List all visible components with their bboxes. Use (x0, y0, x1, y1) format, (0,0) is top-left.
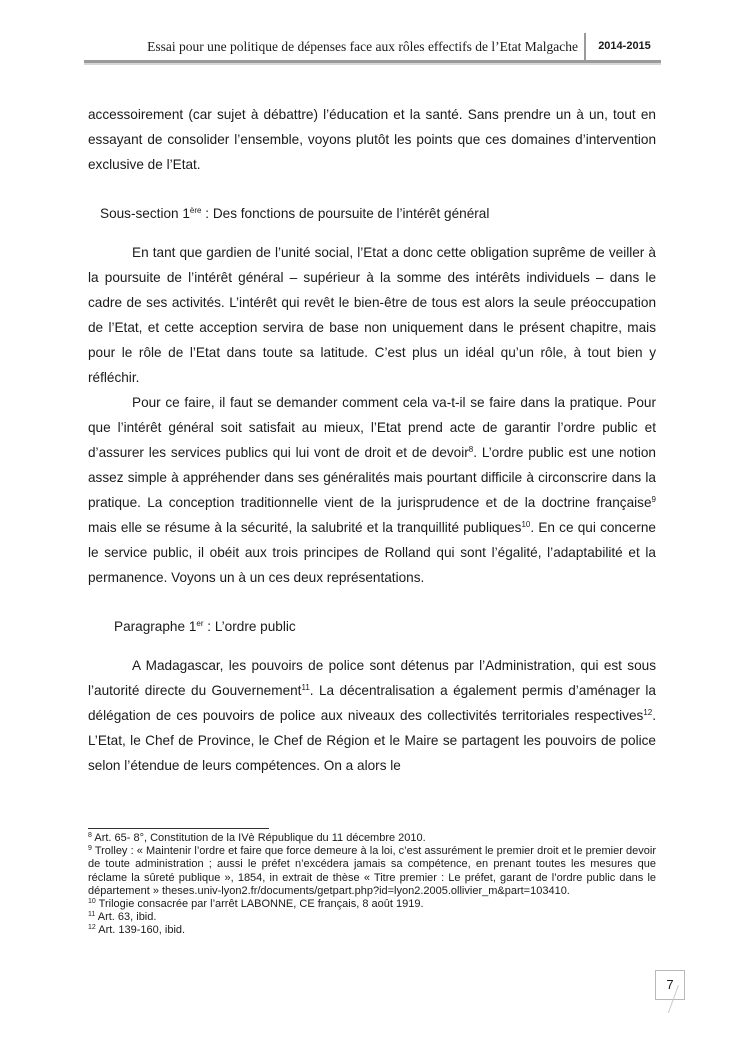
footnote-ref-9[interactable]: 9 (651, 495, 656, 504)
paragraph-intro: accessoirement (car sujet à débattre) l’éducation et la santé. Sans prendre un à un, tout en essayant de consolider l’ensemble, voyons plutôt les points que ces domaines d’intervention exclusive de l’Etat. (88, 107, 656, 172)
subsection-heading-pre: Sous-section 1 (100, 206, 190, 221)
footnote-ref-10[interactable]: 10 (521, 520, 531, 529)
footnote-ref-11[interactable]: 11 (301, 683, 310, 692)
footnotes (88, 832, 656, 938)
footnote-text: Art. 139-160, ibid. (95, 924, 186, 937)
footnote-number: 12 (88, 924, 96, 932)
footnote-number: 10 (88, 898, 96, 906)
paragraph-heading-pre: Paragraphe 1 (114, 619, 197, 634)
footnote-text: Art. 65- 8°, Constitution de la IVè République du 11 décembre 2010. (91, 832, 426, 844)
text-span: . L’ordre public est une notion assez simple à appréhender dans ses généralités mais pourtant difficile à circonscrire dans la pratique. La conception traditionnelle vient de la jurisprudence et de la doctrine française (88, 445, 656, 510)
paragraph-heading-post: : L’ordre public (203, 619, 296, 634)
page-body (88, 102, 656, 778)
footnote-11 (88, 911, 656, 924)
footnote-text: Trolley : « Maintenir l’ordre et faire que force demeure à la loi, c’est assurément le premier droit et le premier devoir de toute administration ; aussi le préfet n’excédera jamais sa compétence, en prenant toutes les mesures que réclame la sûreté publique », 1854, in extrait de thèse « Titre premier : Le préfet, garant de l’ordre public dans le département » theses.univ-lyon2.fr/documents/getpart.php?id=lyon2.2005.ollivier_m&part=103410. (88, 845, 656, 897)
header-title: Essai pour une politique de dépenses face aux rôles effectifs de l’Etat Malgache (84, 33, 586, 60)
footnote-text: Trilogie consacrée par l’arrêt LABONNE, CE français, 8 août 1919. (95, 898, 424, 911)
text-span: . La décentralisation a également permis d’aménager la délégation de ces pouvoirs de police aux niveaux des collectivités territoriales respectives (88, 683, 656, 723)
footnote-ref-8[interactable]: 8 (468, 445, 474, 454)
running-header (84, 33, 661, 63)
footnote-12 (88, 924, 656, 937)
text-span: mais elle se résume à la sécurité, la salubrité et la tranquillité publiques (88, 520, 522, 535)
paragraph-heading-sup: er (196, 619, 204, 628)
page-number: 7 (655, 970, 685, 1000)
header-year: 2014-2015 (598, 40, 651, 52)
subsection-heading-sup: ère (189, 206, 202, 215)
text-span: A Madagascar, les pouvoirs de police sont détenus par l’Administration, qui est sous l’autorité directe du Gouvernement (88, 658, 656, 698)
text-span: . L’Etat, le Chef de Province, le Chef de Région et le Maire se partagent les pouvoirs de police selon l’étendue de leurs compétences. On a alors le (88, 708, 656, 773)
footnote-10 (88, 898, 656, 911)
footnote-number: 11 (88, 911, 96, 919)
paragraph-general-interest: En tant que gardien de l’unité social, l’Etat a donc cette obligation suprême de veiller à la poursuite de l’intérêt général – supérieur à la somme des intérêts individuels – dans le cadre de ses activités. L’intérêt qui revêt le bien-être de tous est alors la seule préoccupation de l’Etat, et cette acception servira de base non uniquement dans le présent chapitre, mais pour le rôle de l’Etat dans toute sa latitude. C’est plus un idéal qu’un rôle, à tout bien y réfléchir. (88, 245, 656, 385)
paragraph-heading (88, 614, 656, 639)
text-span: Pour ce faire, il faut se demander comment cela va-t-il se faire dans la pratique. Pour que l’intérêt général soit satisfait au mieux, l’Etat prend acte de garantir l’ordre public et d’assurer les services publics qui lui vont de droit et de devoir (88, 395, 656, 460)
paragraph-madagascar-police (88, 653, 656, 778)
footnote-text: Art. 63, ibid. (95, 911, 157, 924)
footnote-9 (88, 845, 656, 898)
paragraph-public-order-intro (88, 390, 656, 590)
text-span: . En ce qui concerne le service public, il obéit aux trois principes de Rolland qui sont l’égalité, l’adaptabilité et la permanence. Voyons un à un ces deux représentations. (88, 520, 656, 585)
subsection-heading (88, 201, 656, 226)
footnote-separator (88, 828, 269, 829)
footnote-number: 9 (88, 845, 92, 853)
subsection-heading-post: : Des fonctions de poursuite de l’intérêt général (201, 206, 490, 221)
footnote-8 (88, 832, 656, 845)
footnote-number: 8 (88, 832, 92, 839)
footnote-ref-12[interactable]: 12 (643, 708, 653, 717)
